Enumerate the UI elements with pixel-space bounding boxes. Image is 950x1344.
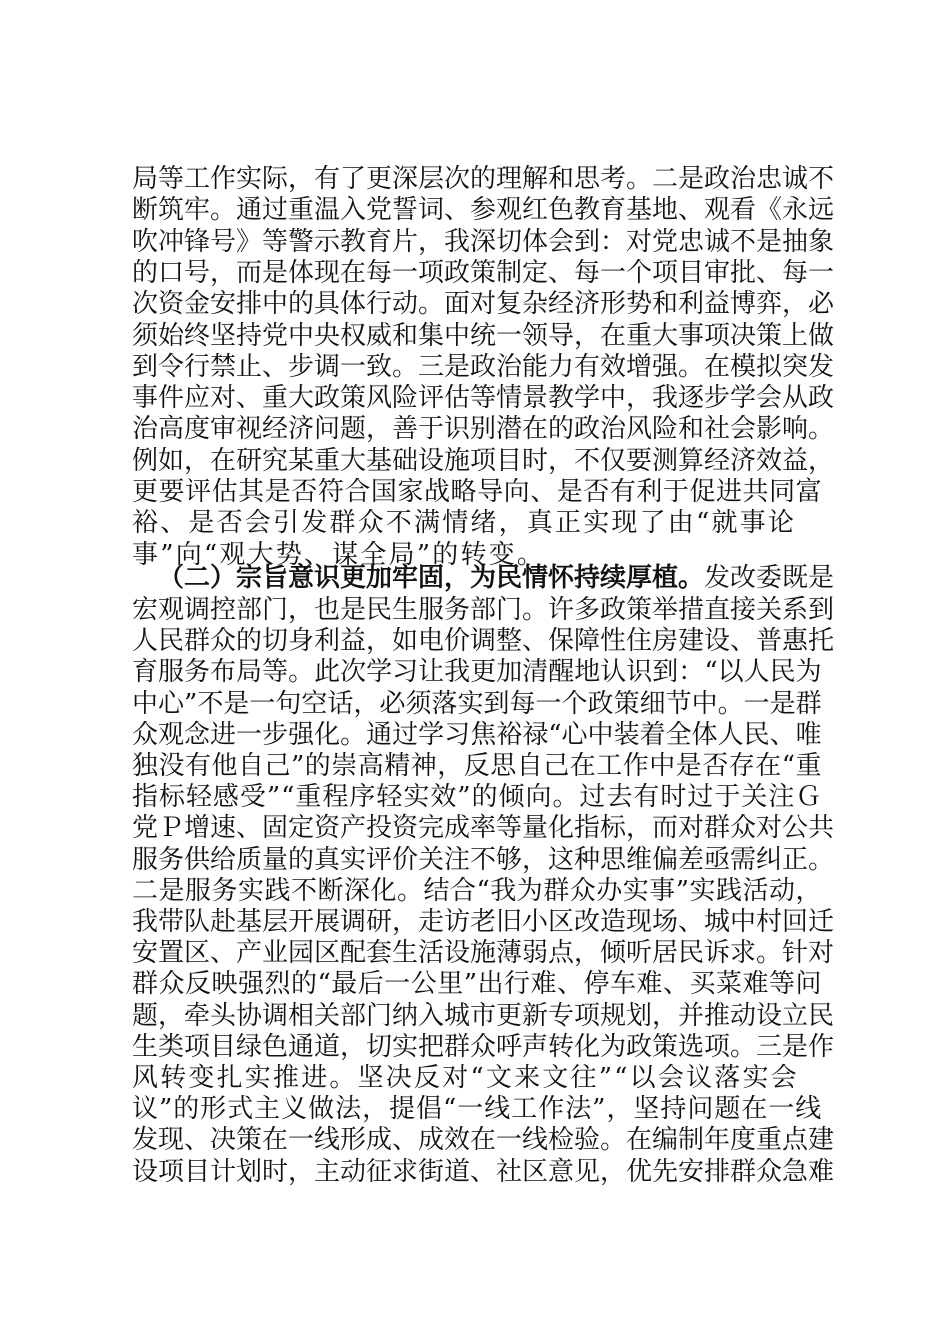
text-line: 议”的形式主义做法，提倡“一线工作法”，坚持问题在一线 bbox=[132, 1094, 823, 1125]
text-line: 更要评估其是否符合国家战略导向、是否有利于促进共同富 bbox=[132, 477, 823, 507]
text-line: 次资金安排中的具体行动。面对复杂经济形势和利益博弈，必 bbox=[132, 289, 835, 320]
text-line: 育服务布局等。此次学习让我更加清醒地认识到：“以人民为 bbox=[132, 657, 822, 688]
text-line: 到令行禁止、步调一致。三是政治能力有效增强。在模拟突发 bbox=[132, 351, 835, 382]
text-line: 设项目计划时，主动征求街道、社区意见，优先安排群众急难 bbox=[132, 1156, 835, 1187]
text-line: 局等工作实际，有了更深层次的理解和思考。二是政治忠诚不 bbox=[132, 164, 835, 194]
text-line: 党Ｐ增速、固定资产投资完成率等量化指标，而对群众对公共 bbox=[132, 813, 835, 844]
text-line: 群众反映强烈的“最后一公里”出行难、停车难、买菜难等问 bbox=[132, 969, 822, 1000]
text-line: 吹冲锋号》等警示教育片，我深切体会到：对党忠诚不是抽象 bbox=[132, 226, 835, 257]
text-line: 众观念进一步强化。通过学习焦裕禄“心中装着全体人民、唯 bbox=[132, 719, 822, 750]
text-line: 发现、决策在一线形成、成效在一线检验。在编制年度重点建 bbox=[132, 1125, 835, 1156]
text-line: 题，牵头协调相关部门纳入城市更新专项规划，并推动设立民 bbox=[132, 1000, 835, 1031]
text-line: 治高度审视经济问题，善于识别潜在的政治风险和社会影响。 bbox=[132, 414, 835, 445]
section-heading-line bbox=[158, 563, 834, 593]
text-line: 事件应对、重大政策风险评估等情景教学中，我逐步学会从政 bbox=[132, 383, 835, 414]
text-line: 裕、是否会引发群众不满情绪，真正实现了由“就事论 bbox=[132, 508, 797, 539]
text-line: 的口号，而是体现在每一项政策制定、每一个项目审批、每一 bbox=[132, 257, 835, 288]
text-line: 安置区、产业园区配套生活设施薄弱点，倾听居民诉求。针对 bbox=[132, 938, 835, 969]
text-line: 服务供给质量的真实评价关注不够，这种思维偏差亟需纠正。 bbox=[132, 844, 835, 875]
text-line: 事”向“观大势、谋全局”的转变。 bbox=[132, 539, 546, 570]
text-line: 独没有他自己”的崇高精神，反思自己在工作中是否存在“重 bbox=[132, 751, 822, 781]
text-line: 二是服务实践不断深化。结合“我为群众办实事”实践活动， bbox=[132, 875, 822, 906]
text-line: 生类项目绿色通道，切实把群众呼声转化为政策选项。三是作 bbox=[132, 1031, 835, 1062]
text-line: 我带队赴基层开展调研，走访老旧小区改造现场、城中村回迁 bbox=[132, 907, 835, 937]
section-heading: （二）宗旨意识更加牢固，为民情怀持续厚植。 bbox=[158, 563, 705, 593]
text-line: 指标轻感受”“重程序轻实效”的倾向。过去有时过于关注Ｇ bbox=[132, 782, 823, 813]
text-line: 宏观调控部门，也是民生服务部门。许多政策举措直接关系到 bbox=[132, 595, 835, 625]
text-line: 须始终坚持党中央权威和集中统一领导，在重大事项决策上做 bbox=[132, 320, 835, 351]
text-line: 风转变扎实推进。坚决反对“文来文往”“以会议落实会 bbox=[132, 1063, 799, 1093]
text-line: 断筑牢。通过重温入党誓词、参观红色教育基地、观看《永远 bbox=[132, 195, 835, 226]
text-line: 人民群众的切身利益，如电价调整、保障性住房建设、普惠托 bbox=[132, 626, 835, 657]
text-line: 例如，在研究某重大基础设施项目时，不仅要测算经济效益， bbox=[132, 445, 835, 476]
section-heading-rest: 发改委既是 bbox=[704, 563, 835, 593]
text-line: 中心”不是一句空话，必须落实到每一个政策细节中。一是群 bbox=[132, 688, 822, 719]
